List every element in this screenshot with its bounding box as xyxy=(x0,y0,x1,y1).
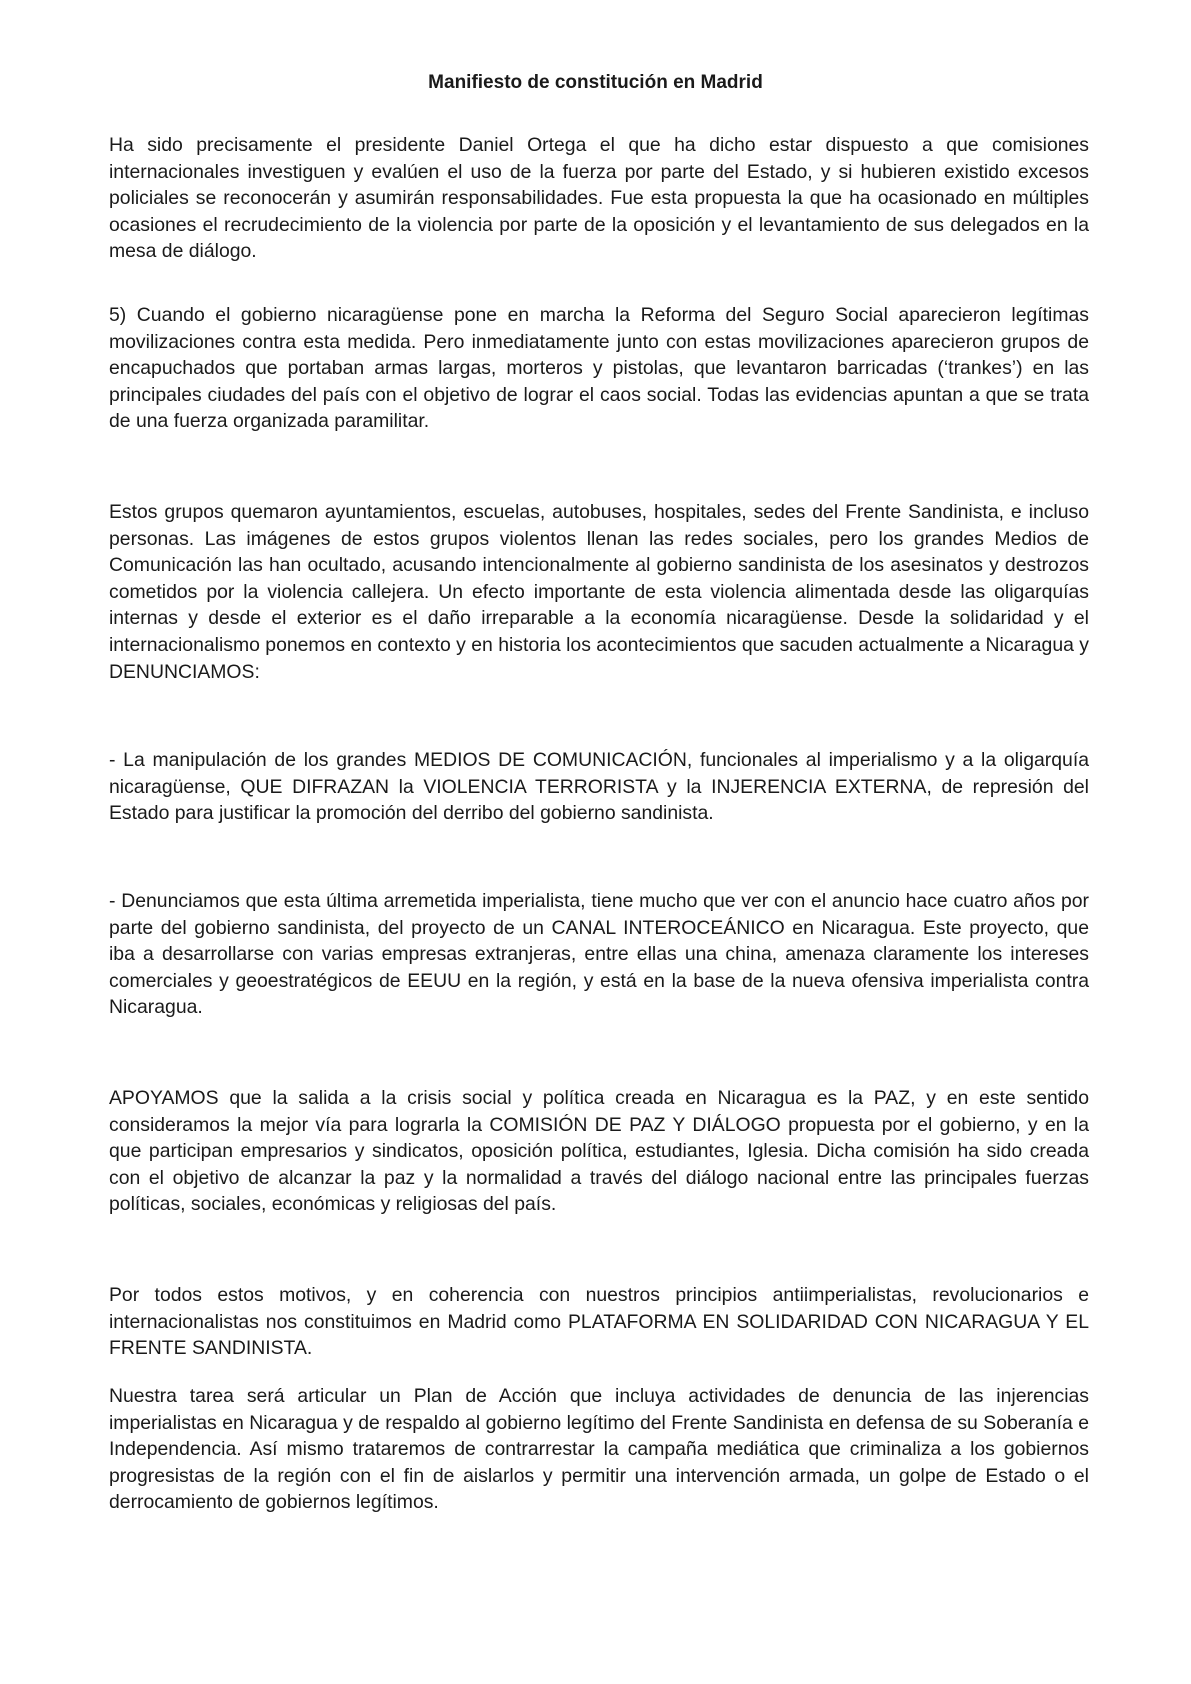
paragraph-8: Nuestra tarea será articular un Plan de Acción que incluya actividades de denuncia de las injerencias imperialistas en Nicaragua y de respaldo al gobierno legítimo del Frente Sandinista en defensa de su Soberanía e Independencia. Así mismo trataremos de contrarrestar la campaña mediática que criminaliza a los gobiernos progresistas de la región con el fin de aislarlos y permitir una intervención armada, un golpe de Estado o el derrocamiento de gobiernos legítimos. xyxy=(109,1385,1089,1514)
paragraph-3: Estos grupos quemaron ayuntamientos, escuelas, autobuses, hospitales, sedes del Frente Sandinista, e incluso personas. Las imágenes de estos grupos violentos llenan las redes sociales, pero los grandes Medios de Comunicación las han ocultado, acusando intencionalmente al gobierno sandinista de los asesinatos y destrozos cometidos por la violencia callejera. Un efecto importante de esta violencia alimentada desde las oligarquías internas y desde el exterior es el daño irreparable a la economía nicaragüense. Desde la solidaridad y el internacionalismo ponemos en contexto y en historia los acontecimientos que sacuden actualmente a Nicaragua y DENUNCIAMOS: xyxy=(109,501,1089,683)
document-title: Manifiesto de constitución en Madrid xyxy=(428,72,763,93)
paragraph-5: - Denunciamos que esta última arremetida imperialista, tiene mucho que ver con el anuncio hace cuatro años por parte del gobierno sandinista, del proyecto de un CANAL INTEROCEÁNICO en Nicaragua. Este proyecto, que iba a desarrollarse con varias empresas extranjeras, entre ellas una china, amenaza claramente los intereses comerciales y geoestratégicos de EEUU en la región, y está en la base de la nueva ofensiva imperialista contra Nicaragua. xyxy=(109,890,1089,1019)
paragraph-6: APOYAMOS que la salida a la crisis social y política creada en Nicaragua es la PAZ, y en este sentido consideramos la mejor vía para lograrla la COMISIÓN DE PAZ Y DIÁLOGO propuesta por el gobierno, y en la que participan empresarios y sindicatos, oposición política, estudiantes, Iglesia. Dicha comisión ha sido creada con el objetivo de alcanzar la paz y la normalidad a través del diálogo nacional entre las principales fuerzas políticas, sociales, económicas y religiosas del país. xyxy=(109,1087,1089,1216)
paragraph-1: Ha sido precisamente el presidente Daniel Ortega el que ha dicho estar dispuesto a que comisiones internacionales investiguen y evalúen el uso de la fuerza por parte del Estado, y si hubieren existido excesos policiales se reconocerán y asumirán responsabilidades. Fue esta propuesta la que ha ocasionado en múltiples ocasiones el recrudecimiento de la violencia por parte de la oposición y el levantamiento de sus delegados en la mesa de diálogo. xyxy=(109,134,1089,263)
paragraph-4: - La manipulación de los grandes MEDIOS DE COMUNICACIÓN, funcionales al imperialismo y a la oligarquía nicaragüense, QUE DIFRAZAN la VIOLENCIA TERRORISTA y la INJERENCIA EXTERNA, de represión del Estado para justificar la promoción del derribo del gobierno sandinista. xyxy=(109,749,1089,825)
paragraph-2: 5) Cuando el gobierno nicaragüense pone en marcha la Reforma del Seguro Social aparecieron legítimas movilizaciones contra esta medida. Pero inmediatamente junto con estas movilizaciones aparecieron grupos de encapuchados que portaban armas largas, morteros y pistolas, que levantaron barricadas (‘trankes’) en las principales ciudades del país con el objetivo de lograr el caos social. Todas las evidencias apuntan a que se trata de una fuerza organizada paramilitar. xyxy=(109,304,1089,433)
paragraph-7: Por todos estos motivos, y en coherencia con nuestros principios antiimperialistas, revolucionarios e internacionalistas nos constituimos en Madrid como PLATAFORMA EN SOLIDARIDAD CON NICARAGUA Y EL FRENTE SANDINISTA. xyxy=(109,1284,1089,1360)
